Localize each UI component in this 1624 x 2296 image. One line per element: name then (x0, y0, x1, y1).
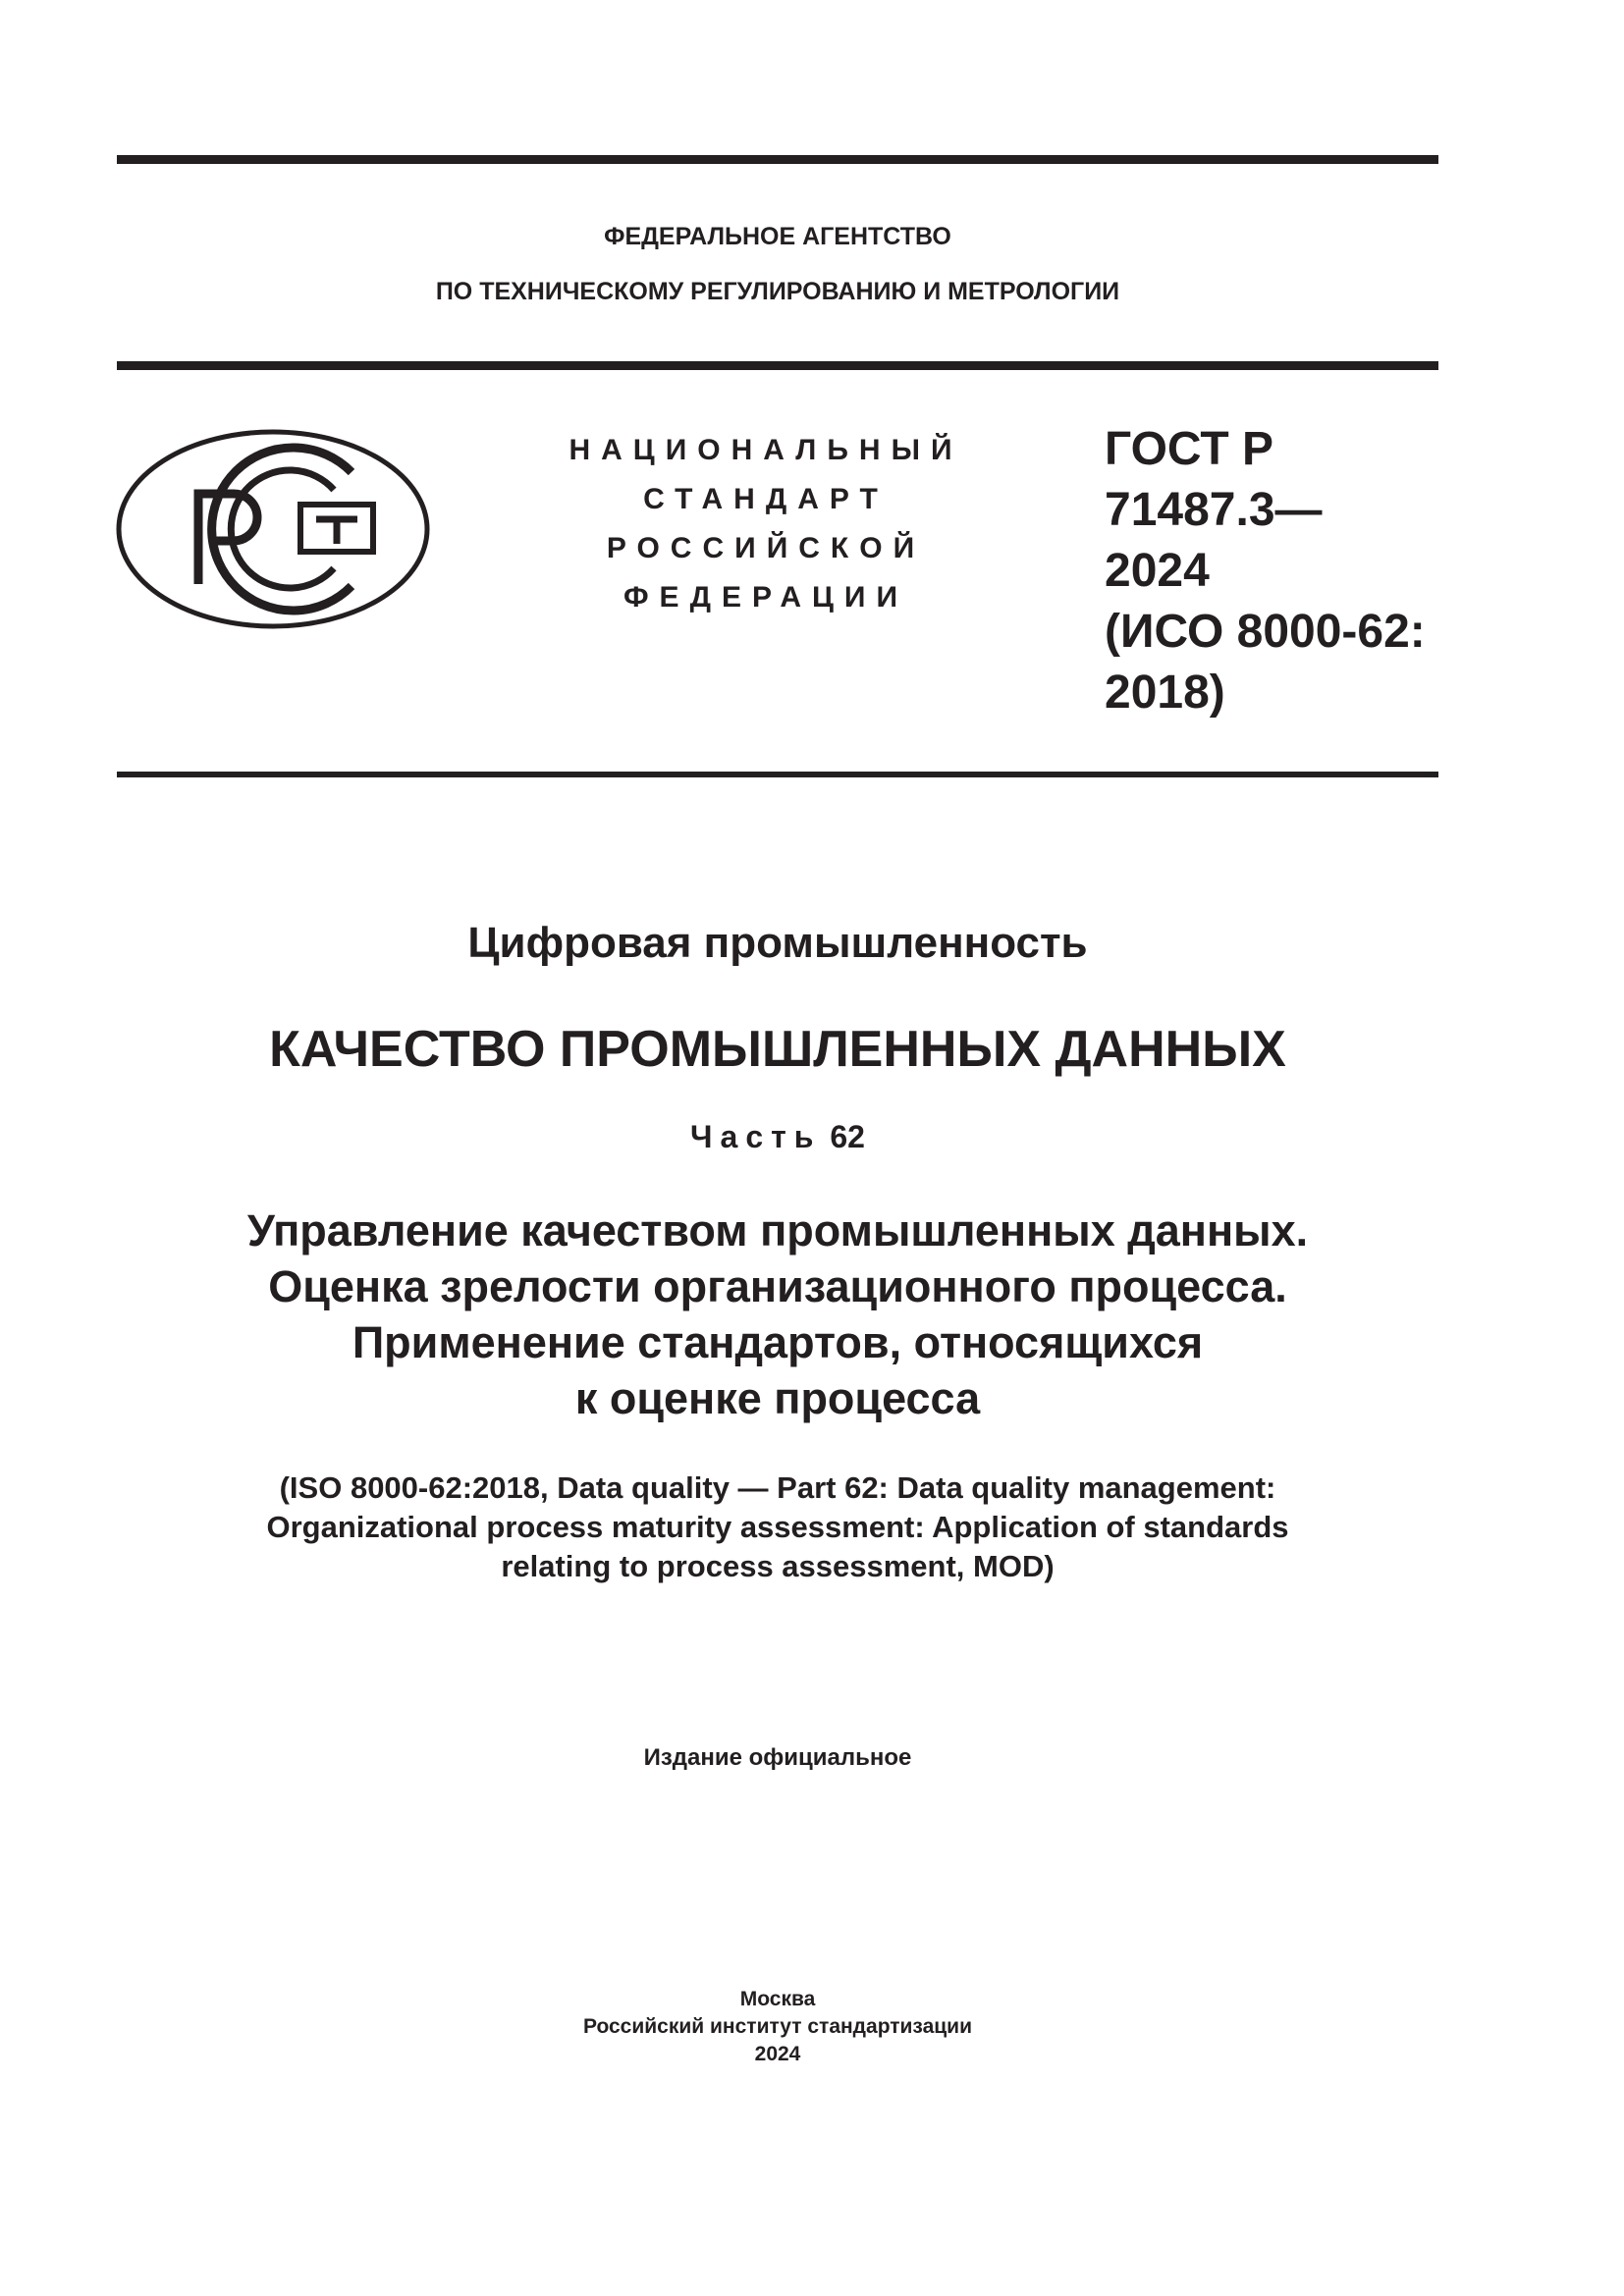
designation-line: (ИСО 8000-62: (1105, 606, 1426, 658)
subtitle-line: Управление качеством промышленных данных. (246, 1205, 1309, 1255)
subtitle-line: Оценка зрелости организационного процесса. (268, 1261, 1287, 1311)
part-word: Часть (690, 1119, 822, 1154)
national-standard-line: ФЕДЕРАЦИИ (623, 581, 909, 614)
iso-reference (117, 1468, 1438, 1586)
imprint-publisher: Российский институт стандартизации (582, 2015, 973, 2038)
national-standard-line: НАЦИОНАЛЬНЫЙ (568, 434, 963, 466)
national-standard-label (545, 426, 987, 622)
rst-certification-mark-icon (116, 429, 430, 629)
top-rule (117, 155, 1438, 164)
middle-rule (117, 361, 1438, 370)
part-label (117, 1117, 1438, 1156)
subtitle (117, 1202, 1438, 1426)
designation-line: 71487.3— (1105, 484, 1323, 536)
subtitle-line: к оценке процесса (574, 1373, 981, 1423)
agency-name-line1: ФЕДЕРАЛЬНОЕ АГЕНТСТВО (604, 223, 951, 250)
designation-line: 2018) (1105, 667, 1225, 719)
group-title: Цифровая промышленность (467, 919, 1088, 967)
agency-name-line2: ПО ТЕХНИЧЕСКОМУ РЕГУЛИРОВАНИЮ И МЕТРОЛОГИИ (435, 278, 1120, 305)
imprint (117, 1986, 1438, 2068)
edition-label: Издание официальное (643, 1744, 912, 1771)
imprint-city: Москва (739, 1988, 816, 2010)
subtitle-line: Применение стандартов, относящихся (352, 1317, 1204, 1367)
bottom-rule (117, 772, 1438, 777)
imprint-year: 2024 (754, 2043, 801, 2065)
national-standard-line: СТАНДАРТ (643, 483, 889, 515)
iso-reference-line: Organizational process maturity assessment: Application of standards (266, 1510, 1289, 1544)
iso-reference-line: relating to process assessment, MOD) (501, 1549, 1055, 1583)
iso-reference-line: (ISO 8000-62:2018, Data quality — Part 62: Data quality management: (279, 1470, 1276, 1505)
designation-line: ГОСТ Р (1105, 423, 1274, 475)
main-title: КАЧЕСТВО ПРОМЫШЛЕННЫХ ДАННЫХ (269, 1021, 1286, 1078)
standard-designation (1105, 419, 1438, 723)
part-number: 62 (830, 1119, 865, 1154)
national-standard-line: РОССИЙСКОЙ (606, 532, 926, 564)
designation-line: 2024 (1105, 545, 1210, 597)
